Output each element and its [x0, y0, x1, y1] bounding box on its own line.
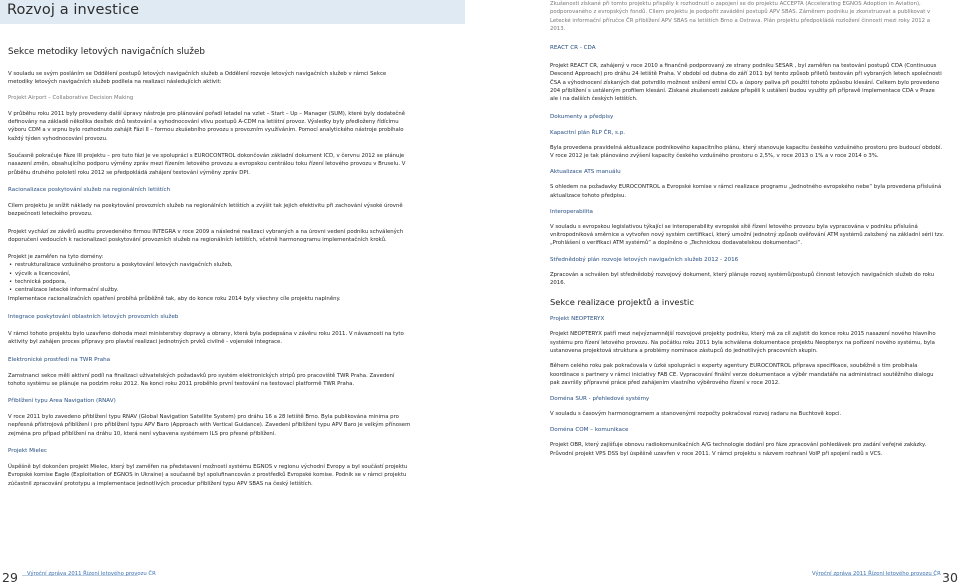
- intro-paragraph: V souladu se svým posláním se Oddělení postupů letových navigačních služeb a Oddělení rozvoje letových navigačních služeb v rámci Sekce metodiky letových navigačních služeb podílela na realizaci následujících aktivit:: [8, 71, 387, 86]
- paragraph-react: Projekt REACT CR, zahájený v roce 2010 a finančně podporovaný ze strany podniku SESAR , byl zaměřen na testování postupů CDA (Continuous Descend Approach) pro dráhu 24 letiště Praha. V období od dubna do září 2011 byl tento způsob přiletů testován při vybraných letech společnosti ČSA a výhodnocení získaných dat potvrdilo možnost snížení emisí CO₂ a úspory paliva při použití tohoto způsobu klesání. Celkem bylo provedeno 204 přiblížení s ustáleným profilem klesání. Získané zkušenosti zakáze přispěli k ustálení budou využity při přípravě implementace CDA v Praze ale i na dalších českých letištích.: [550, 63, 942, 103]
- paragraph-neopteryx-1: Projekt NEOPTERYX patří mezi nejvýznamnější rozvojové projekty podniku, který má za cíl zajistit do konce roku 2015 nasazení nového hlavního systému pro řízení letového provozu. Na počátku roku 2011 byla schválena dokumentace projektu Neopteryx na pořízení nového systému, byla ustanovena projektová struktura a problémy nominace zástupců do jednotlivých pracovních skupin.: [550, 331, 936, 354]
- paragraph-airport-2: Současně pokračuje Fáze III projektu – pro tuto fázi je ve spolupráci s EUROCONTROL dokončován základní dokument ICD, v červnu 2012 se plánuje nasazení změn, obsahujícího podporu výměny zpráv mezi řízením letového provozu a evropskou centrálou toku řízení letového provozu v Bruselu. V průběhu druhého pololetí roku 2012 se předpokládá zahájení testování výměny zpráv DPI.: [8, 153, 406, 176]
- heading-react: REACT CR - CDA: [550, 45, 596, 52]
- paragraph-mielec: Úspěšně byl dokončen projekt Mielec, který byl zaměřen na představení možností systému EGNOS v regionu východní Evropy a byl součástí projektu Evropské komise Eagle (Exploitation of EGNOS in Ukraine) a současně byl spolufinancován z prostředků Evropské komise. Podnik se v rámci projektu zúčastnil zpracování prototypu a implementace jednotlivých procedur přiblížení typu APV SBAS na český letištích.: [8, 464, 408, 487]
- paragraph-sur: V souladu s časovým harmonogramem a stanovenými rozpočty pokračoval rozvoj radaru na Buchtově kopci.: [550, 411, 842, 418]
- paragraph-rationalization-3: Projekt je zaměřen na tyto domény:: [8, 254, 104, 261]
- heading-sur: Doména SUR - přehledové systémy: [550, 396, 650, 403]
- paragraph-com: Projekt OBR, který zajišťuje obnovu radiokomunikačních A/G technologie dodání pro fáze zpracování pohledávek pro zadání veřejné zakázky. Průvodní projekt VPS DSS byl úspěšně uzavřen v roce 2011. V rámci projektu s názvem rozhraní VoIP při spojení radů s VCS.: [550, 442, 927, 457]
- heading-ats-manual: Aktualizace ATS manuálu: [550, 169, 621, 176]
- title-band: [0, 0, 465, 24]
- paragraph-capacity-plan: Byla provedena pravidelná aktualizace podnikového kapacitního plánu, který stanovuje kapacitu českého vzdušného prostoru pro budoucí období. V roce 2012 je tak plánováno zvýšení kapacity českého vzdušného prostoru o 2,5%, v roce 2013 o 1% a v roce 2014 o 3%.: [550, 144, 943, 159]
- paragraph-integration: V rámci tohoto projektu bylo uzavřeno dohoda mezi ministerstvy dopravy a obrany, která byla podepsána v závěru roku 2011. V návaznosti na tyto aktivity byl zahájen proces přípravy pro plavtsí realizaci jednotných prvků civilně - vojenské integrace.: [8, 330, 404, 346]
- heading-rnav: Přiblížení typu Area Navigation (RNAV): [8, 398, 116, 405]
- list-item: • technická podpora,: [8, 278, 411, 286]
- section-title-projects: Sekce realizace projektů a investic: [550, 297, 694, 308]
- footer-text-right: Výroční zpráva 2011 Řízení letového provozu ČR: [812, 571, 941, 577]
- list-item: • centralizace letecké informační služby.: [8, 286, 411, 294]
- paragraph-rationalization-4: Implementace racionalizačních opatření probíhá průběžně tak, aby do konce roku 2014 byly všechny cíle projektu naplněny.: [8, 295, 341, 302]
- paragraph-airport-1: V průběhu roku 2011 byly provedeny další úpravy nástroje pro plánování pořadí letadel na vzlet – Start – Up – Manager (SUM), které byly dodatečně definovány na základě několika desítek dnů testování a vyhodnocování vlivu postupů A-CDM na letištní provoz. Výsledky byly předloženy řídícímu výboru CDM a v srpnu bylo rozhodnuto zahájit Fázi II – formou zkušebního provozu s provozním využíváním. Pomocí analytického nástroje probíhalo každý týden vyhodnocování provozu.: [8, 110, 406, 142]
- domain-list: [8, 261, 411, 294]
- heading-strategic-plan: Střednědobý plán rozvoje letových navigačních služeb 2012 - 2016: [550, 256, 739, 263]
- paragraph-accepta: Zkušenosti získané při tomto projektu přispěly k rozhodnutí o zapojení se do projektu ACCEPTA (Accelerating EGNOS Adoption in Aviation), podporovaného z evropských fondů. Cílem projektu je podpořit zavádění postupů APV SBAS. Záměrem podniku je zkonstruovat a publikovat v Letecké informační příručce ČR přiblížení APV SBAS na letištích Brno a Ostrava. Plán projektu předpokládá rozložení činnosti mezi roky 2012 a 2013.: [550, 1, 931, 32]
- heading-airport: Projekt Airport – Collaborative Decision Making: [8, 94, 134, 101]
- page-number-left: 29: [2, 570, 18, 585]
- paragraph-neopteryx-2: Během celého roku pak pokračovala v úzké spolupráci s experty agentury EUROCONTROL příprava specifikace, souběžně s tím probíhala koordinace s partnery v rámci iniciativy FAB CE. Vypracování finální verze dokumentace a výběr mandatáře na administraci soutěžního dialogu pak završily přípravné práce před zahájením vlastního výběrového řízení v roce 2012.: [550, 363, 934, 386]
- left-column: [8, 47, 411, 488]
- heading-rationalization: Racionalizace poskytování služeb na regionálních letištích: [8, 186, 171, 193]
- paragraph-ats-manual: S ohledem na požadavky EUROCONTROL a Evropské komise v rámci realizace programu „Jednotného evropského nebe“ byla provedena příslušná aktualizace tohoto předpisu.: [550, 184, 942, 199]
- heading-capacity-plan: Kapacitní plán ŘLP ČR, s.p.: [550, 129, 626, 136]
- footer-text-left: Výroční zpráva 2011 Řízení letového provozu ČR: [27, 571, 156, 577]
- list-item: • restrukturalizace vzdušného prostoru a poskytování letových navigačních služeb,: [8, 261, 411, 269]
- paragraph-strategic-plan: Zpracován a schválen byl střednědobý rozvojový dokument, který plánuje rozvoj systémů/postupů činnost letových navigačních služeb do roku 2016.: [550, 271, 935, 287]
- paragraph-twr: Zamstnanci sekce měli aktivní podíl na finalizaci uživatelských požadavků pro systém elektronických stripů pro pracoviště TWR Praha. Zavedení tohoto systému se plánuje na podzim roku 2012. Na konci roku 2011 proběhlo první testování na testovací platformě TWR Praha.: [8, 372, 395, 387]
- paragraph-rationalization-1: Cílem projektu je snížit náklady na poskytování provozních služeb na regionálních letištích a zvýšit tak jejich efektivitu při zachování výsoké úrovně bezpečnosti leteckého provozu.: [8, 202, 403, 218]
- right-column: [550, 0, 944, 458]
- heading-interoperability: Interoperabilita: [550, 208, 593, 215]
- heading-com: Doména COM – komunikace: [550, 427, 629, 434]
- paragraph-rnav: V roce 2011 bylo zavedeno přiblížení typu RNAV (Global Navigation Satellite System) pro dráhu 16 a 28 letiště Brno. Byla publikována minima pro nepřesná přístrojová přiblížení i pro přiblížení typu APV Baro (Approach with Vertical Guidance). Zavedení přiblížení typu APV Baro je velkým přínosem zejména pro případ přiblížení na dráhu 10, která není vybavena systémem ILS pro přesné přiblížení.: [8, 414, 411, 437]
- page-title: Rozvoj a investice: [7, 2, 140, 18]
- page-number-right: 30: [942, 570, 958, 585]
- heading-mielec: Projekt Mielec: [8, 448, 47, 455]
- heading-integration: Integrace poskytování oblastních letových provozních služeb: [8, 313, 179, 320]
- paragraph-interoperability: V souladu s evropskou legislativou týkající se interoperability evropské sítě řízení letového provozu byla vypracována v podniku příslušná vnitropodniková směrnice a vytvořen nový systém certifikací, který umožní jednotný způsob ověřování ATM systémů založený na základní sérii tzv. „Prohlášení o verifikaci ATM systémů“ a doplněno o „Technickou dodavatelskou dokumentaci“.: [550, 223, 944, 247]
- heading-documents: Dokumenty a předpisy: [550, 113, 614, 120]
- heading-neopteryx: Projekt NEOPTERYX: [550, 316, 605, 323]
- list-item: • výcvik a licencování,: [8, 270, 411, 278]
- heading-twr: Elektronické prostředí na TWR Praha: [8, 356, 111, 363]
- left-section-title: Sekce metodiky letových navigačních služeb: [8, 47, 205, 57]
- paragraph-rationalization-2: Projekt vychází ze závěrů auditu provedeného firmou INTEGRA v roce 2009 a následné realizaci vybraných a na úrovni vedení podniku schválených doporučení vedoucích k racionalizaci poskytování provozních služeb na regionálních letištích, včetně harmonogramu implementačních kroků.: [8, 228, 404, 243]
